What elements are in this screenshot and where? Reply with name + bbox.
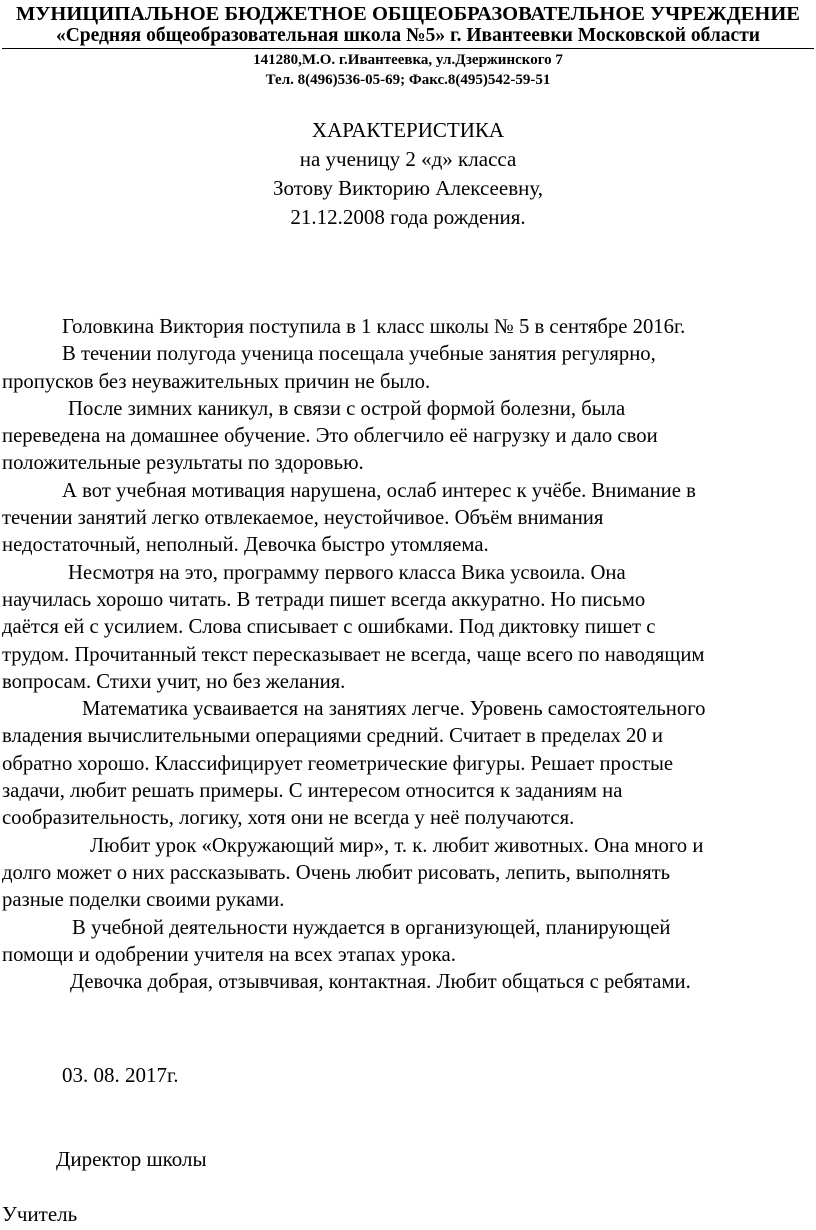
paragraph-line: трудом. Прочитанный текст пересказывает не всегда, чаще всего по наводящим — [2, 643, 705, 666]
header-phone-fax: Тел. 8(496)536-05-69; Факс.8(495)542-59-51 — [265, 72, 551, 88]
paragraph — [2, 560, 816, 696]
paragraph — [2, 833, 816, 915]
paragraph-line: недостаточный, неполный. Девочка быстро утомляема. — [2, 534, 489, 557]
document-title-block — [0, 116, 816, 232]
paragraph — [2, 396, 816, 478]
paragraph — [2, 915, 816, 970]
paragraph-line: сообразительность, логику, хотя они не всегда у неё получаются. — [2, 807, 575, 830]
characteristic-body — [2, 314, 816, 996]
paragraph — [2, 696, 816, 832]
paragraph-line: А вот учебная мотивация нарушена, ослаб интерес к учёбе. Внимание в — [62, 479, 696, 502]
paragraph-line: Математика усваивается на занятиях легче. Уровень самостоятельного — [82, 698, 706, 721]
paragraph — [2, 969, 816, 996]
paragraph-line: переведена на домашнее обучение. Это облегчило её нагрузку и дало свои — [2, 425, 658, 448]
paragraph-line: В течении полугода ученица посещала учебные занятия регулярно, — [62, 343, 656, 366]
header-divider — [2, 48, 814, 49]
student-birth-date: 21.12.2008 года рождения. — [290, 205, 526, 229]
paragraph-line: помощи и одобрении учителя на всех этапах урока. — [2, 943, 456, 966]
paragraph-line: течении занятий легко отвлекаемое, неустойчивое. Объём внимания — [2, 507, 604, 530]
paragraph — [2, 314, 816, 341]
paragraph-line: обратно хорошо. Классифицирует геометрические фигуры. Решает простые — [2, 752, 674, 775]
paragraph-line: научилась хорошо читать. В тетради пишет всегда аккуратно. Но письмо — [2, 588, 646, 611]
teacher-signature-label: Учитель — [2, 1202, 78, 1226]
paragraph-line: разные поделки своими руками. — [2, 889, 285, 912]
paragraph — [2, 478, 816, 560]
paragraph-line: владения вычислительными операциями средний. Считает в пределах 20 и — [2, 725, 663, 748]
director-signature-label: Директор школы — [56, 1147, 207, 1171]
header-organization: МУНИЦИПАЛЬНОЕ БЮДЖЕТНОЕ ОБЩЕОБРАЗОВАТЕЛЬНОЕ УЧРЕЖДЕНИЕ — [16, 3, 800, 25]
header-school-name: «Средняя общеобразовательная школа №5» г. Ивантеевки Московской области — [55, 25, 761, 46]
paragraph-line: долго может о них рассказывать. Очень любит рисовать, лепить, выполнять — [2, 861, 671, 884]
document-heading: ХАРАКТЕРИСТИКА — [311, 118, 505, 142]
document-date: 03. 08. 2017г. — [62, 1063, 179, 1087]
header-address: 141280,М.О. г.Ивантеевка, ул.Дзержинского 7 — [253, 52, 563, 68]
paragraph-line: Головкина Виктория поступила в 1 класс школы № 5 в сентябре 2016г. — [62, 316, 686, 338]
paragraph-line: Девочка добрая, отзывчивая, контактная. Любит общаться с ребятами. — [70, 971, 691, 994]
paragraph-line: Любит урок «Окружающий мир», т. к. любит животных. Она много и — [90, 834, 704, 857]
document-subject: на ученицу 2 «д» класса — [299, 147, 517, 171]
paragraph-line: положительные результаты по здоровью. — [2, 452, 364, 475]
paragraph-line: даётся ей с усилием. Слова списывает с ошибками. Под диктовку пишет с — [2, 616, 656, 639]
paragraph-line: задачи, любит решать примеры. С интересом относится к заданиям на — [2, 780, 623, 803]
paragraph-line: пропусков без неуважительных причин не было. — [2, 370, 431, 393]
paragraph-line: вопросам. Стихи учит, но без желания. — [2, 670, 346, 693]
paragraph-line: Несмотря на это, программу первого класса Вика усвоила. Она — [68, 561, 626, 584]
paragraph-line: В учебной деятельности нуждается в организующей, планирующей — [72, 916, 671, 939]
paragraph — [2, 341, 816, 396]
paragraph-line: После зимних каникул, в связи с острой формой болезни, была — [68, 397, 626, 420]
student-name: Зотову Викторию Алексеевну, — [272, 176, 543, 200]
